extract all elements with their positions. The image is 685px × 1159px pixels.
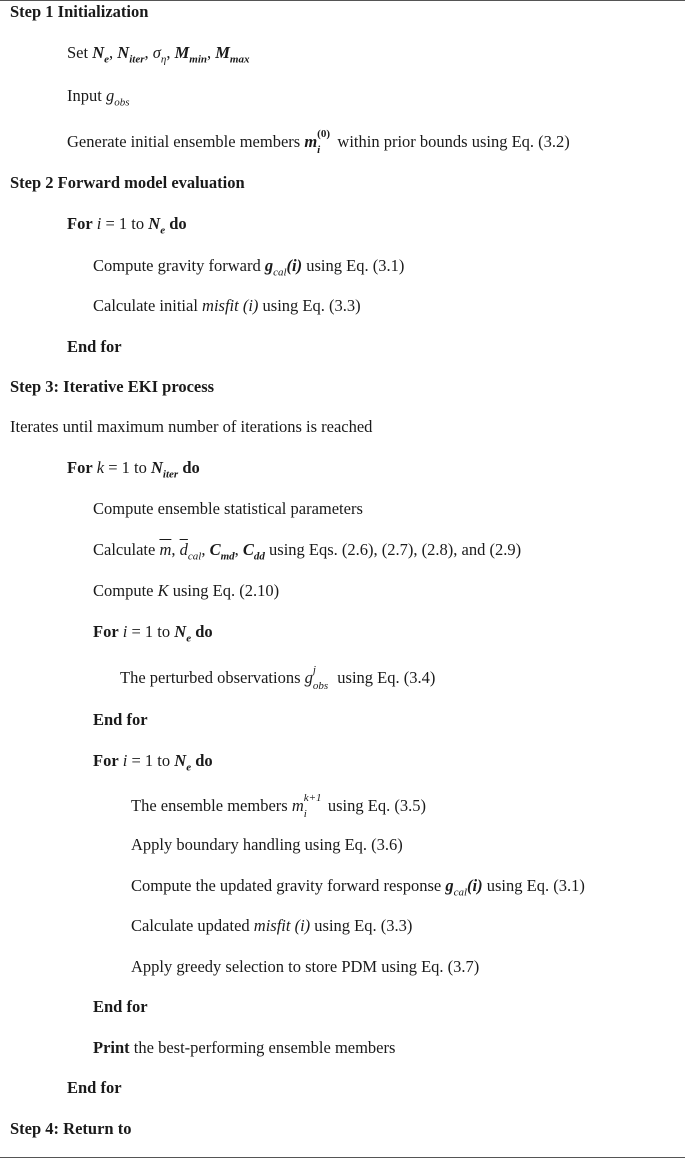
step2-title: Step 2 Forward model evaluation: [10, 173, 245, 192]
compute-stats-line: Compute ensemble statistical parameters: [93, 499, 363, 518]
end-for-1: End for: [67, 337, 122, 356]
set-line: Set $N_e$, $N_{iter}$, $\sigma_\eta$, $M_{min}$, $M_{max}$: [67, 43, 250, 66]
end-for-4: End for: [67, 1078, 122, 1097]
top-rule: [0, 0, 685, 1]
for-i-line-1: For i = 1 to $N_e$ do: [67, 214, 187, 237]
greedy-line: Apply greedy selection to store PDM using Eq. (3.7): [131, 957, 480, 976]
input-line: Input $g_{obs}$: [67, 86, 130, 109]
step4-title: Step 4: Return to: [10, 1119, 132, 1138]
end-for-3: End for: [93, 997, 148, 1016]
boundary-line: Apply boundary handling using Eq. (3.6): [131, 835, 403, 854]
calculate-stats-line: Calculate $\overline{m}$, $\overline{d}_{cal}$, $C_{md}$, $C_{dd}$ using Eqs. (2.6), (2.7), (2.8), and (2.9): [93, 540, 522, 563]
step3-title: Step 3: Iterative EKI process: [10, 377, 215, 396]
generate-line: Generate initial ensemble members m (0) i within prior bounds using Eq. (3.2): [67, 128, 570, 156]
for-i-line-2: For i = 1 to $N_e$ do: [93, 622, 213, 645]
for-i-line-3: For i = 1 to $N_e$ do: [93, 751, 213, 774]
print-line: Print the best-performing ensemble members: [93, 1038, 396, 1057]
compute-updated-line: Compute the updated gravity forward response $g_{cal}(i)$ using Eq. (3.1): [131, 876, 585, 899]
perturbed-line: The perturbed observations g j obs using Eq. (3.4): [120, 664, 436, 692]
iterates-line: Iterates until maximum number of iterations is reached: [10, 417, 373, 436]
end-for-2: End for: [93, 710, 148, 729]
for-k-line: For k = 1 to $N_{iter}$ do: [67, 458, 200, 481]
compute-k-line: Compute K using Eq. (2.10): [93, 581, 280, 600]
calc-updated-line: Calculate updated misfit (i) using Eq. (3.3): [131, 916, 413, 935]
compute-forward-line: Compute gravity forward $g_{cal}(i)$ using Eq. (3.1): [93, 256, 405, 279]
calc-initial-line: Calculate initial misfit (i) using Eq. (3.3): [93, 296, 361, 315]
ensemble-members-line: The ensemble members m k+1 i using Eq. (3.5): [131, 792, 426, 820]
step1-title: Step 1 Initialization: [10, 2, 149, 21]
bottom-rule: [0, 1157, 685, 1158]
